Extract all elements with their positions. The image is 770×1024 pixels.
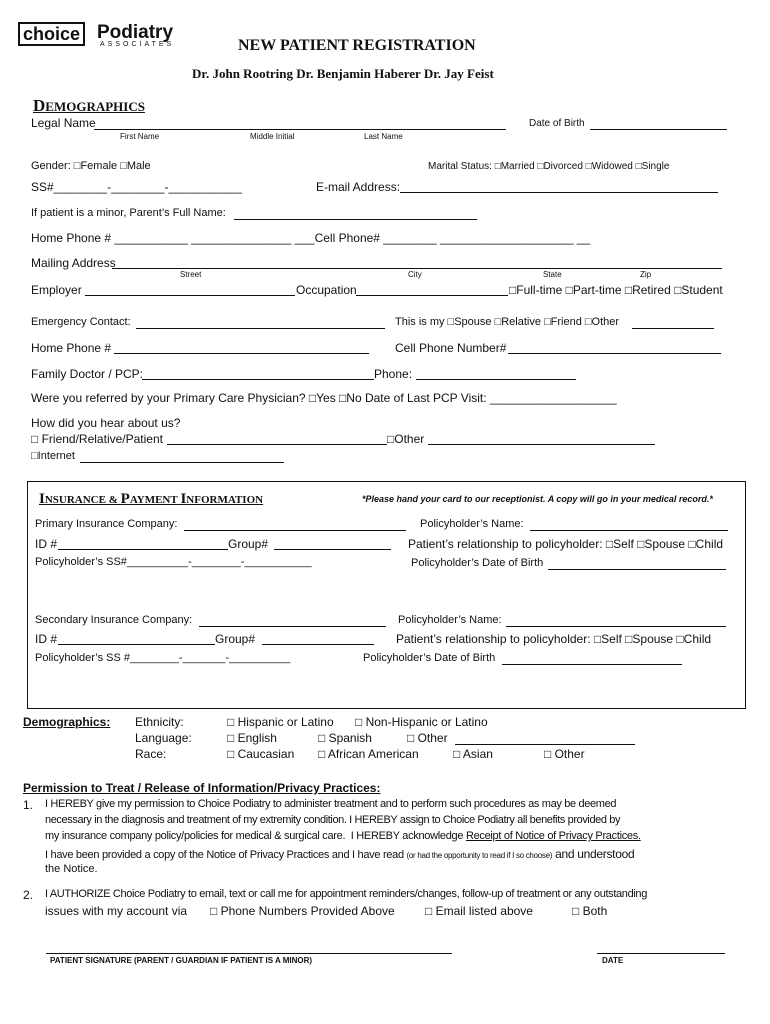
phone-numbers-option[interactable]: □ Phone Numbers Provided Above [210, 904, 395, 918]
logo-podiatry: Podiatry [97, 22, 174, 43]
legal-name-label: Legal Name [31, 116, 96, 130]
item-1-line-4a: I have been provided a copy of the Notice of Privacy Practices and I have read [45, 849, 407, 861]
zip-caption: Zip [640, 270, 652, 279]
secondary-insurance-field[interactable] [199, 626, 386, 627]
caucasian-option[interactable]: □ Caucasian [227, 747, 295, 761]
item-1-line-1: I HEREBY give my permission to Choice Podiatry to administer treatment and to perform such procedures as may be deemed [45, 798, 617, 810]
page-title: NEW PATIENT REGISTRATION [238, 37, 476, 54]
other-race-option[interactable]: □ Other [544, 747, 585, 761]
demographics-heading [33, 96, 145, 116]
relationship-options[interactable]: This is my □Spouse □Relative □Friend □Other [395, 316, 620, 328]
friend-relative-option[interactable]: □ Friend/Relative/Patient [31, 432, 163, 446]
ins-cap-2: P [120, 491, 130, 507]
hispanic-option[interactable]: □ Hispanic or Latino [227, 715, 334, 729]
email-option[interactable]: □ Email listed above [425, 904, 533, 918]
non-hispanic-option[interactable]: □ Non-Hispanic or Latino [355, 715, 488, 729]
emergency-contact-label: Emergency Contact: [31, 316, 131, 328]
family-doctor-field[interactable] [142, 379, 374, 380]
last-name-caption: Last Name [364, 132, 403, 141]
item-1-number: 1. [23, 798, 34, 812]
logo-associates: ASSOCIATES [100, 41, 175, 48]
first-name-caption: First Name [120, 132, 160, 141]
item-1-line-4b: (or had the opportunity to read if I so choose) [406, 851, 553, 860]
african-american-option[interactable]: □ African American [318, 747, 419, 761]
ins-rest-2: AYMENT [129, 494, 178, 506]
item-1-line-3 [45, 830, 641, 842]
item-2-number: 2. [23, 888, 34, 902]
other-field[interactable] [428, 444, 655, 445]
ethnicity-label: Ethnicity: [135, 715, 184, 729]
hear-about-label: How did you hear about us? [31, 416, 181, 430]
secondary-insurance-label: Secondary Insurance Company: [35, 614, 193, 626]
heading-rest: EMOGRAPHICS [45, 99, 145, 114]
group-label: Group# [228, 537, 269, 551]
ins-rest-1: NSURANCE [44, 494, 106, 506]
gender-options[interactable]: Gender: □Female □Male [31, 160, 151, 172]
other-language-field[interactable] [455, 744, 635, 745]
other-option[interactable]: □Other [387, 432, 425, 446]
occupation-label: Occupation [296, 283, 357, 297]
policyholder-dob-field-2[interactable] [502, 664, 682, 665]
ins-amp: & [105, 494, 121, 506]
policyholder-dob-label-2: Policyholder’s Date of Birth [363, 652, 496, 664]
policyholder-dob-label: Policyholder’s Date of Birth [411, 557, 544, 569]
pcp-phone-label: Phone: [374, 367, 413, 381]
spanish-option[interactable]: □ Spanish [318, 731, 372, 745]
policyholder-name-field[interactable] [530, 530, 728, 531]
item-2-line-1: I AUTHORIZE Choice Podiatry to email, text or call me for appointment reminders/changes, follow-up of treatment or any outstanding [45, 888, 647, 900]
internet-field[interactable] [80, 462, 284, 463]
city-caption: City [408, 270, 422, 279]
policyholder-ss-field[interactable]: Policyholder’s SS#__________-________-___________ [35, 556, 312, 568]
dob-label: Date of Birth [529, 118, 585, 129]
policyholder-dob-field[interactable] [548, 569, 726, 570]
policyholder-ss-field-2[interactable]: Policyholder’s SS #________-_______-__________ [35, 652, 291, 664]
policyholder-name-field-2[interactable] [506, 626, 726, 627]
item-1-line-3a: my insurance company policy/policies for medical & surgical care. I HEREBY acknowledge [45, 830, 466, 842]
ins-cap-3: I [180, 491, 187, 507]
item-1-line-4c: and understood [552, 847, 635, 861]
policyholder-name-label-2: Policyholder’s Name: [398, 614, 502, 626]
home-phone-field[interactable] [114, 353, 369, 354]
english-option[interactable]: □ English [227, 731, 277, 745]
internet-option[interactable]: □Internet [31, 450, 75, 462]
ins-rest-3: NFORMATION [186, 494, 264, 506]
group-label-2: Group# [215, 632, 256, 646]
marital-status-options[interactable]: Marital Status: □Married □Divorced □Widowed □Single [428, 161, 670, 172]
mailing-address-label: Mailing Address [31, 256, 116, 270]
demographics-label: Demographics: [23, 715, 111, 729]
policyholder-name-label: Policyholder’s Name: [420, 518, 524, 530]
heading-cap: D [33, 96, 46, 115]
primary-insurance-field[interactable] [184, 530, 406, 531]
email-field[interactable] [400, 192, 718, 193]
both-option[interactable]: □ Both [572, 904, 608, 918]
pcp-phone-field[interactable] [416, 379, 576, 380]
email-label: E-mail Address: [316, 180, 401, 194]
patient-signature-label: PATIENT SIGNATURE (PARENT / GUARDIAN IF PATIENT IS A MINOR) [50, 956, 313, 965]
emergency-contact-field[interactable] [136, 328, 385, 329]
id-field[interactable] [58, 549, 228, 550]
parent-name-field[interactable] [234, 219, 477, 220]
referred-question[interactable]: Were you referred by your Primary Care Physician? □Yes □No Date of Last PCP Visit: ___________________ [31, 391, 617, 405]
date-field[interactable] [597, 953, 725, 954]
occupation-field[interactable] [356, 295, 508, 296]
cell-phone-field[interactable] [508, 353, 721, 354]
id-field-2[interactable] [58, 644, 215, 645]
logo [18, 22, 178, 48]
ins-cap-1: I [39, 491, 45, 507]
race-label: Race: [135, 747, 167, 761]
street-caption: Street [180, 270, 202, 279]
item-1-line-4 [45, 847, 634, 861]
friend-relative-field[interactable] [167, 444, 387, 445]
id-label: ID # [35, 537, 58, 551]
dob-field[interactable] [590, 129, 727, 130]
legal-name-field[interactable] [94, 129, 506, 130]
ss-field[interactable]: SS#________-________-___________ [31, 180, 242, 194]
id-label-2: ID # [35, 632, 58, 646]
primary-insurance-label: Primary Insurance Company: [35, 518, 178, 530]
item-1-line-5: the Notice. [45, 863, 98, 875]
middle-initial-caption: Middle Initial [250, 132, 295, 141]
insurance-heading [39, 490, 263, 508]
item-1-line-2: necessary in the diagnosis and treatment of my extremity condition. I HEREBY assign to Choice Podiatry all benefits provided by [45, 814, 621, 826]
insurance-section [27, 481, 746, 709]
employer-label: Employer [31, 283, 82, 297]
date-label: DATE [602, 956, 624, 965]
group-field-2[interactable] [262, 644, 374, 645]
insurance-note: *Please hand your card to our receptionist. A copy will go in your medical record.* [362, 494, 713, 504]
state-caption: State [543, 270, 562, 279]
relationship-other-field[interactable] [632, 328, 714, 329]
family-doctor-label: Family Doctor / PCP: [31, 367, 144, 381]
employment-status-options[interactable]: □Full-time □Part-time □Retired □Student [509, 283, 723, 297]
other-language-option[interactable]: □ Other [407, 731, 448, 745]
relationship-to-policyholder[interactable]: Patient’s relationship to policyholder: □Self □Spouse □Child [408, 537, 724, 551]
home-phone-label: Home Phone # [31, 341, 112, 355]
permission-heading: Permission to Treat / Release of Information/Privacy Practices: [23, 781, 381, 795]
privacy-notice-link[interactable]: Receipt of Notice of Privacy Practices. [465, 830, 641, 842]
logo-choice: choice [18, 22, 85, 46]
item-2-line-2: issues with my account via [45, 904, 188, 918]
relationship-to-policyholder-2[interactable]: Patient’s relationship to policyholder: □Self □Spouse □Child [396, 632, 712, 646]
employer-field[interactable] [85, 295, 295, 296]
home-cell-phone-fields[interactable]: Home Phone # ___________ _______________ ___Cell Phone# ________ ____________________ __ [31, 231, 591, 245]
parent-name-label: If patient is a minor, Parent’s Full Name: [31, 207, 226, 219]
language-label: Language: [135, 731, 192, 745]
cell-phone-label: Cell Phone Number# [395, 341, 507, 355]
group-field[interactable] [274, 549, 391, 550]
asian-option[interactable]: □ Asian [453, 747, 493, 761]
mailing-address-field[interactable] [112, 268, 722, 269]
doctors-line: Dr. John Rootring Dr. Benjamin Haberer Dr. Jay Feist [192, 66, 494, 81]
patient-signature-field[interactable] [46, 953, 452, 954]
